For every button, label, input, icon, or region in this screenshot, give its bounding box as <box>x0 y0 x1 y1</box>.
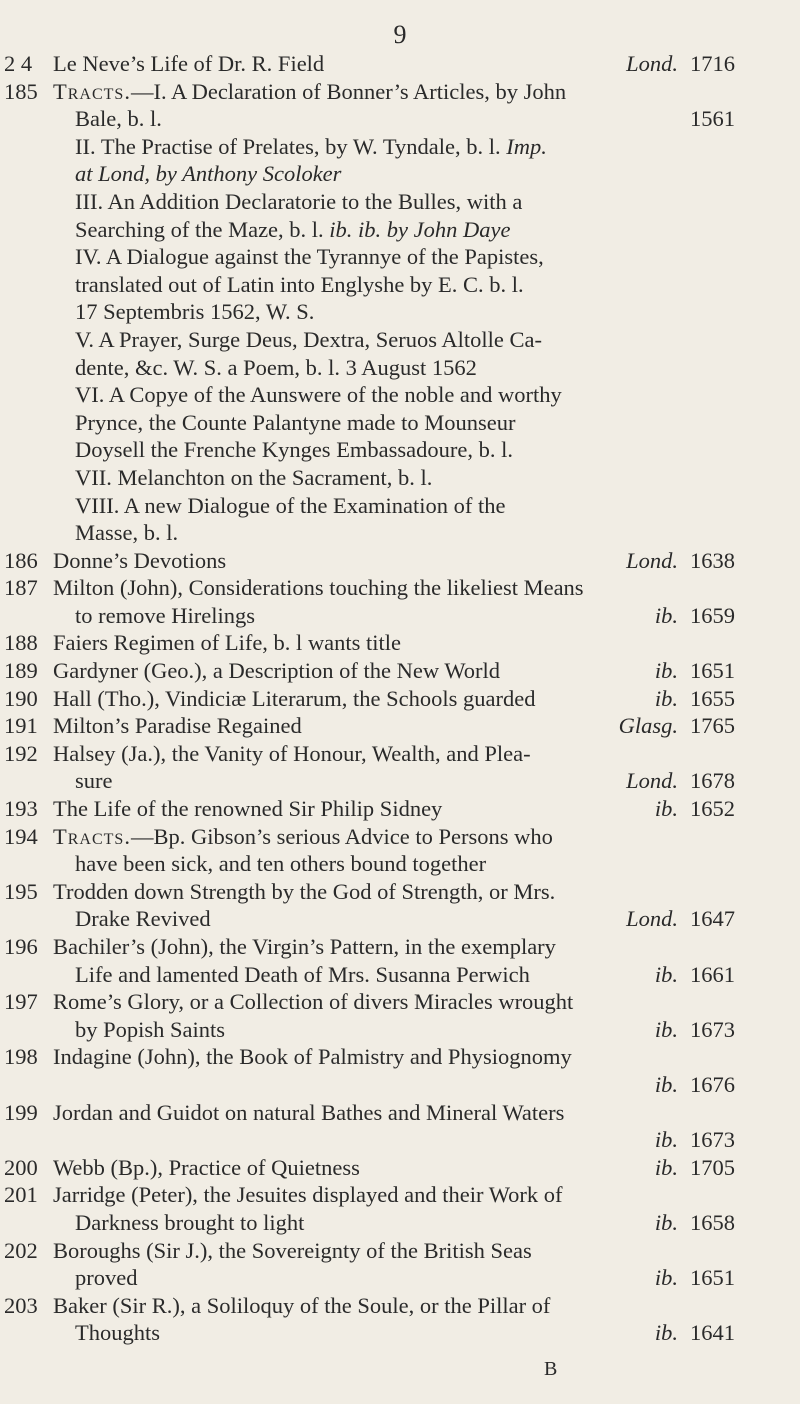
lot-number: 195 <box>4 878 38 904</box>
entry-text: II. The Practise of Prelates, by W. Tyndale, b. l. <box>75 133 501 159</box>
entry-line <box>53 243 735 271</box>
imprint-place: Lond. <box>626 51 678 76</box>
catalogue-entry <box>0 629 800 657</box>
entry-text: dente, &c. W. S. a Poem, b. l. 3 August 1562 <box>75 354 477 380</box>
entry-body <box>53 629 735 657</box>
entry-line <box>53 1209 735 1237</box>
entry-text: Drake Revived <box>75 906 211 932</box>
entry-line <box>53 740 735 768</box>
catalogue-entry <box>0 1099 800 1154</box>
catalogue-entry <box>0 547 800 575</box>
entry-text: Halsey (Ja.), the Vanity of Honour, Wealth, and Plea- <box>53 740 531 766</box>
entry-line <box>53 409 735 437</box>
entry-text: Rome’s Glory, or a Collection of divers Miracles wrought <box>53 989 574 1015</box>
catalogue-entry <box>0 1043 800 1098</box>
entry-text: VI. A Copye of the Aunswere of the noble and worthy <box>75 382 562 408</box>
entry-line <box>53 326 735 354</box>
entry-line <box>53 464 735 492</box>
imprint-place: ib. <box>654 1016 678 1042</box>
imprint-place: ib. <box>654 796 678 822</box>
entry-text: Indagine (John), the Book of Palmistry and Physiognomy <box>53 1044 572 1070</box>
imprint <box>655 1071 735 1099</box>
entry-line <box>53 1071 735 1099</box>
entry-text: Bale, b. l. <box>75 106 162 132</box>
imprint-year: 1765 <box>690 713 735 739</box>
entry-line <box>53 1264 735 1292</box>
entry-body <box>53 1099 735 1154</box>
entry-text: Gardyner (Geo.), a Description of the New World <box>53 658 501 684</box>
imprint-year: 1678 <box>690 768 735 794</box>
entry-line <box>53 188 735 216</box>
lot-number: 2 4 <box>4 51 33 76</box>
entry-line <box>53 629 735 657</box>
lot-number: 187 <box>4 575 38 601</box>
entry-text: Searching of the Maze, b. l. <box>75 216 324 242</box>
entry-body <box>53 50 735 78</box>
entry-body <box>53 795 735 823</box>
entry-text: Hall (Tho.), Vindiciæ Literarum, the Schools guarded <box>53 685 536 711</box>
imprint-place: ib. <box>654 1265 678 1291</box>
imprint-place: ib. <box>654 961 678 987</box>
entry-text: Prynce, the Counte Palantyne made to Mounseur <box>75 409 516 435</box>
imprint <box>655 685 735 713</box>
catalogue-entry <box>0 1181 800 1236</box>
entry-text: Masse, b. l. <box>75 520 179 546</box>
entry-text: have been sick, and ten others bound together <box>75 851 487 877</box>
entry-body <box>53 78 735 547</box>
entry-line <box>53 685 735 713</box>
entry-text: Le Neve’s Life of Dr. R. Field <box>53 51 325 76</box>
lot-number: 189 <box>4 658 38 684</box>
catalogue-entry <box>0 50 800 78</box>
catalogue-entry <box>0 823 800 878</box>
imprint <box>655 657 735 685</box>
entry-line <box>53 271 735 299</box>
signature-mark: B <box>544 1358 558 1380</box>
lot-number: 188 <box>4 630 38 656</box>
entry-body <box>53 878 735 933</box>
lot-number: 191 <box>4 713 38 739</box>
imprint-place: ib. <box>654 1127 678 1153</box>
entry-line <box>53 1099 735 1127</box>
lot-number: 198 <box>4 1044 38 1070</box>
imprint-year: 1651 <box>690 1265 735 1291</box>
entry-line <box>53 1181 735 1209</box>
entry-body <box>53 740 735 795</box>
entry-line <box>53 216 735 244</box>
entry-text: translated out of Latin into Englyshe by E. C. b. l. <box>75 271 524 297</box>
catalogue-entry <box>0 1237 800 1292</box>
entry-text: Trodden down Strength by the God of Strength, or Mrs. <box>53 878 556 904</box>
entry-text: VII. Melanchton on the Sacrament, b. l. <box>75 464 433 490</box>
entry-text: Tracts.—Bp. Gibson’s serious Advice to Persons who <box>53 823 553 849</box>
entry-text: Thoughts <box>75 1320 161 1346</box>
entry-body <box>53 823 735 878</box>
entry-line <box>53 298 735 326</box>
entry-line <box>53 1292 735 1320</box>
entry-line <box>53 602 735 630</box>
entry-line <box>53 50 735 78</box>
imprint-year: 1658 <box>690 1209 735 1235</box>
entry-body <box>53 685 735 713</box>
entry-text: Life and lamented Death of Mrs. Susanna Perwich <box>75 961 530 987</box>
lot-number: 185 <box>4 78 38 104</box>
imprint-year: 1641 <box>690 1320 735 1346</box>
imprint <box>626 905 735 933</box>
imprint-place: Lond. <box>626 906 678 932</box>
imprint <box>626 767 735 795</box>
catalogue-entry <box>0 988 800 1043</box>
catalogue-entry <box>0 1292 800 1347</box>
imprint-year: 1673 <box>690 1016 735 1042</box>
entry-body <box>53 574 735 629</box>
imprint <box>655 1154 735 1182</box>
entry-line <box>53 1043 735 1071</box>
entry-text: 17 Septembris 1562, W. S. <box>75 299 315 325</box>
catalogue-entry <box>0 712 800 740</box>
entry-line <box>53 823 735 851</box>
entry-line <box>53 1319 735 1347</box>
imprint <box>655 602 735 630</box>
imprint-note: ib. ib. by John Daye <box>329 216 511 242</box>
entry-line <box>53 712 735 740</box>
lot-number: 194 <box>4 823 38 849</box>
imprint-year: 1561 <box>690 106 735 132</box>
entry-body <box>53 712 735 740</box>
lot-number: 192 <box>4 740 38 766</box>
imprint-year: 1716 <box>690 51 735 76</box>
entry-line <box>53 105 735 133</box>
catalogue-entry <box>0 795 800 823</box>
entry-text: Jordan and Guidot on natural Bathes and Mineral Waters <box>53 1099 565 1125</box>
imprint-place: ib. <box>654 1154 678 1180</box>
entry-text: III. An Addition Declaratorie to the Bulles, with a <box>75 188 523 214</box>
imprint-place: ib. <box>654 685 678 711</box>
entry-text: Bachiler’s (John), the Virgin’s Pattern, in the exemplary <box>53 934 556 959</box>
lot-number: 199 <box>4 1099 38 1125</box>
catalogue-entry <box>0 933 800 988</box>
entry-line <box>53 547 735 575</box>
entry-body <box>53 1154 735 1182</box>
entry-text: sure <box>75 768 113 794</box>
entry-text: VIII. A new Dialogue of the Examination of the <box>75 492 506 518</box>
lot-number: 186 <box>4 547 38 573</box>
imprint <box>655 1126 735 1154</box>
entry-text: Webb (Bp.), Practice of Quietness <box>53 1154 360 1180</box>
lot-number: 193 <box>4 796 38 822</box>
imprint <box>619 712 735 740</box>
imprint-year: 1659 <box>690 602 735 628</box>
entry-line <box>53 961 735 989</box>
imprint-year: 1705 <box>690 1154 735 1180</box>
entry-line <box>53 767 735 795</box>
lot-number: 190 <box>4 685 38 711</box>
lot-number: 201 <box>4 1182 38 1208</box>
imprint-year: 1661 <box>690 961 735 987</box>
entry-line <box>53 795 735 823</box>
imprint-year: 1647 <box>690 906 735 932</box>
catalogue-entry <box>0 878 800 933</box>
entry-text: to remove Hirelings <box>75 602 255 628</box>
entry-text: Darkness brought to light <box>75 1209 305 1235</box>
imprint-year: 1638 <box>690 547 735 573</box>
entry-line <box>53 519 735 547</box>
entry-line <box>53 436 735 464</box>
lot-number: 200 <box>4 1154 38 1180</box>
entry-body <box>53 1237 735 1292</box>
entry-body <box>53 1292 735 1347</box>
entry-text: by Popish Saints <box>75 1016 226 1042</box>
entry-line <box>53 933 735 961</box>
entry-text: Baker (Sir R.), a Soliloquy of the Soule, or the Pillar of <box>53 1292 551 1318</box>
imprint-place: ib. <box>654 1071 678 1097</box>
entry-line <box>53 1237 735 1265</box>
catalogue-entry <box>0 740 800 795</box>
entry-text: Jarridge (Peter), the Jesuites displayed and their Work of <box>53 1182 563 1208</box>
entry-text: proved <box>75 1265 138 1291</box>
entry-body <box>53 1043 735 1098</box>
page-number: 9 <box>393 20 407 49</box>
imprint-year: 1652 <box>690 796 735 822</box>
lot-number: 202 <box>4 1237 38 1263</box>
entry-body <box>53 657 735 685</box>
entry-text: Tracts.—I. A Declaration of Bonner’s Articles, by John <box>53 78 567 104</box>
imprint <box>655 1319 735 1347</box>
entry-body <box>53 933 735 988</box>
imprint-year: 1651 <box>690 658 735 684</box>
imprint-year: 1676 <box>690 1071 735 1097</box>
lot-number: 203 <box>4 1292 38 1318</box>
entry-line <box>53 133 735 161</box>
imprint-place: ib. <box>654 1209 678 1235</box>
entry-line <box>53 1016 735 1044</box>
imprint-year: 1655 <box>690 685 735 711</box>
entry-body <box>53 988 735 1043</box>
entry-text: Faiers Regimen of Life, b. l wants title <box>53 630 402 656</box>
entry-line <box>53 657 735 685</box>
entry-line <box>53 988 735 1016</box>
imprint-year: 1673 <box>690 1127 735 1153</box>
entry-text: Milton’s Paradise Regained <box>53 713 302 739</box>
imprint-note: at Lond, by Anthony Scoloker <box>75 161 342 187</box>
entry-text: Milton (John), Considerations touching the likeliest Means <box>53 575 584 601</box>
entry-body <box>53 547 735 575</box>
entry-line <box>53 381 735 409</box>
entry-line <box>53 850 735 878</box>
entry-line <box>53 354 735 382</box>
imprint <box>655 1264 735 1292</box>
imprint-place: Glasg. <box>618 713 678 739</box>
imprint <box>655 1016 735 1044</box>
imprint-place: Lond. <box>626 547 678 573</box>
catalogue-entry <box>0 1154 800 1182</box>
entry-line <box>53 492 735 520</box>
entry-text: IV. A Dialogue against the Tyrannye of the Papistes, <box>75 244 544 270</box>
entry-line <box>53 878 735 906</box>
lot-number: 197 <box>4 989 38 1015</box>
entry-text: Doysell the Frenche Kynges Embassadoure, b. l. <box>75 437 514 463</box>
catalogue-entries <box>0 50 800 1347</box>
imprint-note: Imp. <box>506 133 547 159</box>
imprint-place: Lond. <box>626 768 678 794</box>
entry-line <box>53 1154 735 1182</box>
entry-line <box>53 1126 735 1154</box>
imprint-place: ib. <box>654 602 678 628</box>
imprint <box>626 547 735 575</box>
entry-line <box>53 905 735 933</box>
imprint-place: ib. <box>654 1320 678 1346</box>
imprint <box>655 1209 735 1237</box>
entry-body <box>53 1181 735 1236</box>
catalogue-entry <box>0 574 800 629</box>
entry-line <box>53 78 735 106</box>
entry-text: Donne’s Devotions <box>53 547 227 573</box>
imprint <box>678 105 735 133</box>
imprint <box>655 961 735 989</box>
catalogue-entry <box>0 685 800 713</box>
entry-line <box>53 574 735 602</box>
imprint-place: ib. <box>654 658 678 684</box>
entry-text: V. A Prayer, Surge Deus, Dextra, Seruos Altolle Ca- <box>75 326 542 352</box>
entry-line <box>53 160 735 188</box>
imprint <box>655 795 735 823</box>
catalogue-entry <box>0 657 800 685</box>
catalogue-entry <box>0 78 800 547</box>
imprint <box>626 50 735 78</box>
lot-number: 196 <box>4 934 38 959</box>
entry-text: The Life of the renowned Sir Philip Sidney <box>53 796 443 822</box>
entry-text: Boroughs (Sir J.), the Sovereignty of the British Seas <box>53 1237 532 1263</box>
